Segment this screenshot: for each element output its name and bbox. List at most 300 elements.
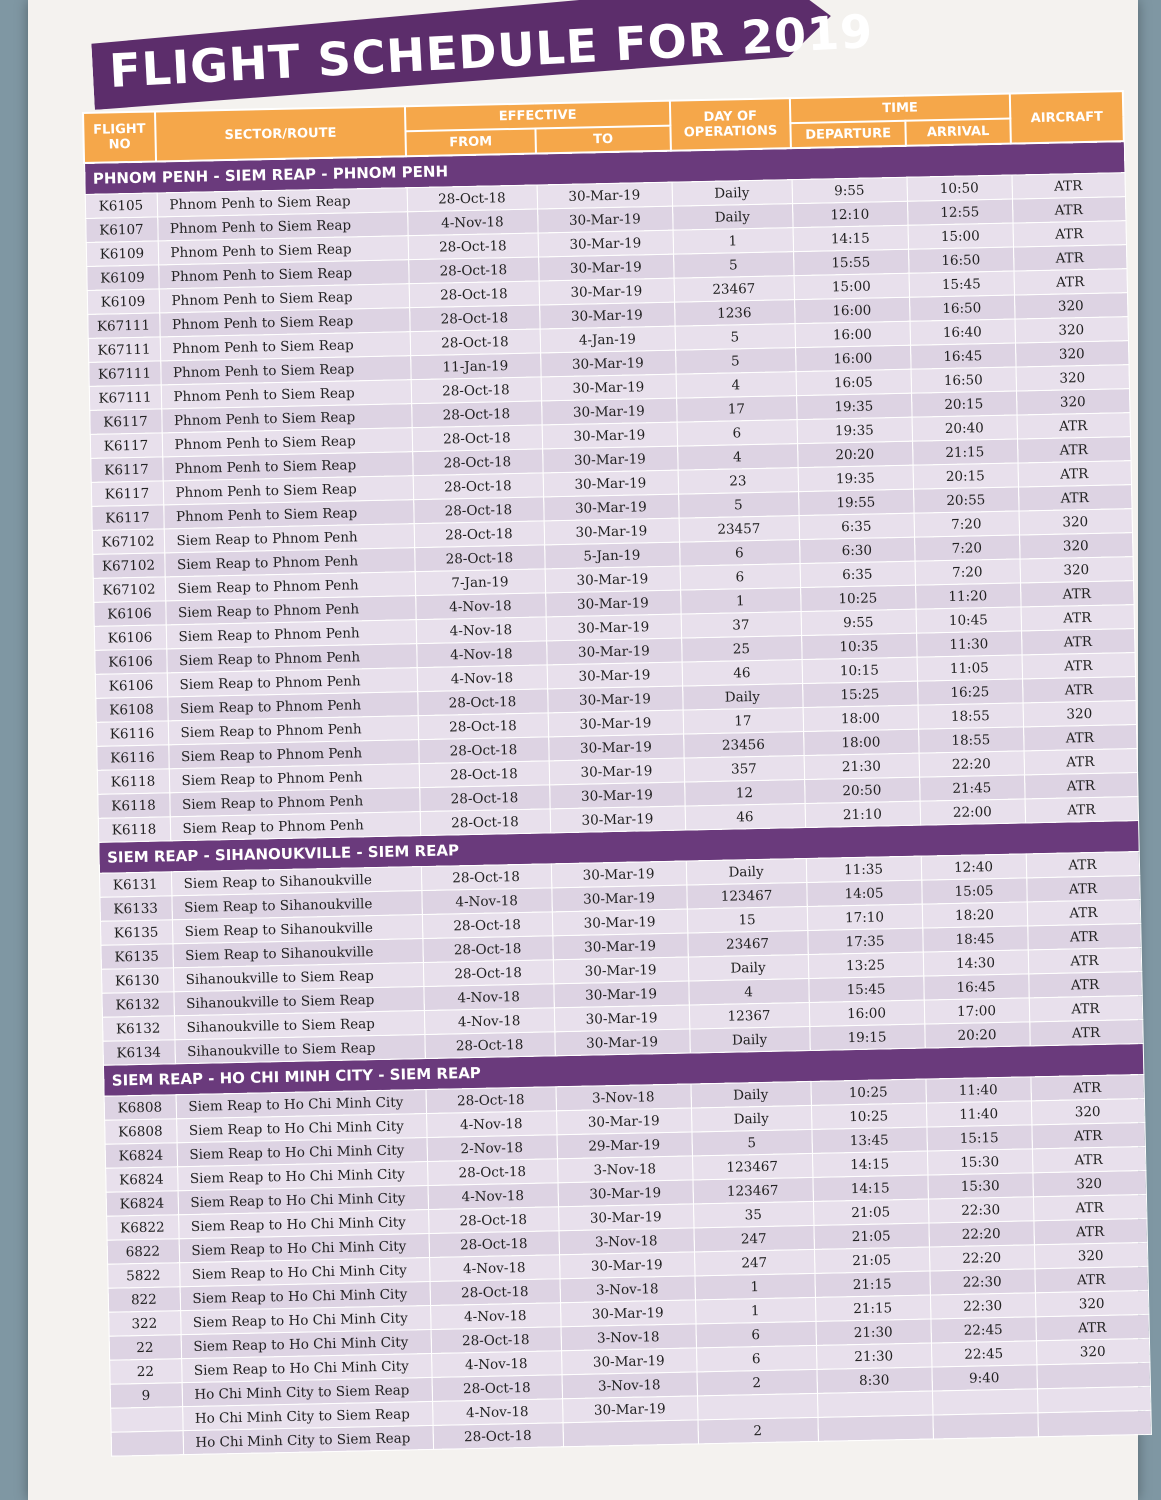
- flight-no-cell: K6117: [89, 409, 161, 435]
- arrival-cell: 22:20: [928, 1221, 1033, 1247]
- days-cell: 23467: [674, 276, 794, 303]
- aircraft-cell: ATR: [1022, 677, 1135, 703]
- departure-cell: 20:50: [804, 777, 919, 803]
- to-date-cell: 3-Nov-18: [557, 1156, 692, 1183]
- to-date-cell: 30-Mar-19: [548, 710, 683, 737]
- route-cell: Siem Reap to Ho Chi Minh City: [181, 1353, 431, 1382]
- to-date-cell: 30-Mar-19: [541, 398, 676, 425]
- flight-no-cell: 22: [109, 1335, 181, 1361]
- route-cell: Phnom Penh to Siem Reap: [162, 428, 412, 457]
- arrival-cell: 22:00: [920, 799, 1025, 825]
- to-date-cell: 30-Mar-19: [537, 182, 672, 209]
- brochure-page: [28, 0, 1138, 1500]
- flight-no-cell: K6824: [105, 1143, 177, 1169]
- from-date-cell: 4-Nov-18: [432, 1399, 562, 1426]
- route-cell: Siem Reap to Ho Chi Minh City: [181, 1329, 431, 1358]
- departure-cell: 15:45: [808, 976, 923, 1002]
- arrival-cell: 11:20: [915, 583, 1020, 609]
- departure-cell: 21:10: [805, 801, 920, 827]
- arrival-cell: 18:45: [922, 926, 1027, 952]
- to-date-cell: 29-Mar-19: [557, 1132, 692, 1159]
- flight-no-cell: K6118: [97, 769, 169, 795]
- departure-cell: 21:05: [813, 1223, 928, 1249]
- from-date-cell: 4-Nov-18: [416, 617, 546, 644]
- arrival-cell: 20:15: [913, 463, 1018, 489]
- arrival-cell: 10:50: [907, 175, 1012, 201]
- route-cell: Siem Reap to Phnom Penh: [165, 596, 415, 625]
- arrival-cell: 22:30: [928, 1197, 1033, 1223]
- to-date-cell: 30-Mar-19: [550, 806, 685, 833]
- aircraft-cell: ATR: [1014, 269, 1127, 295]
- days-cell: 6: [677, 420, 797, 447]
- aircraft-cell: 320: [1016, 389, 1129, 415]
- days-cell: 46: [685, 804, 805, 831]
- days-cell: 17: [683, 708, 803, 735]
- aircraft-cell: 320: [1035, 1290, 1148, 1316]
- to-date-cell: 30-Mar-19: [547, 686, 682, 713]
- from-date-cell: 28-Oct-18: [427, 1159, 557, 1186]
- arrival-cell: 17:00: [924, 998, 1029, 1024]
- header-from: FROM: [405, 129, 535, 157]
- aircraft-cell: [1036, 1362, 1149, 1388]
- aircraft-cell: 320: [1015, 341, 1128, 367]
- arrival-cell: 16:45: [923, 974, 1028, 1000]
- days-cell: 25: [681, 636, 801, 663]
- aircraft-cell: 320: [1023, 701, 1136, 727]
- aircraft-cell: ATR: [1022, 653, 1135, 679]
- aircraft-cell: 320: [1016, 365, 1129, 391]
- aircraft-cell: 320: [1031, 1098, 1144, 1124]
- flight-no-cell: K67102: [92, 529, 164, 555]
- departure-cell: 12:10: [792, 201, 907, 227]
- route-cell: Siem Reap to Sihanoukville: [172, 915, 422, 944]
- to-date-cell: 30-Mar-19: [553, 957, 688, 984]
- arrival-cell: 20:40: [912, 415, 1017, 441]
- days-cell: 123467: [692, 1177, 812, 1204]
- arrival-cell: 15:15: [926, 1125, 1031, 1151]
- route-cell: Siem Reap to Phnom Penh: [167, 668, 417, 697]
- days-cell: 5: [675, 324, 795, 351]
- departure-cell: 10:35: [801, 633, 916, 659]
- departure-cell: 13:25: [808, 952, 923, 978]
- page-title: FLIGHT SCHEDULE FOR 2019: [108, 3, 875, 98]
- route-cell: Phnom Penh to Siem Reap: [158, 260, 408, 289]
- to-date-cell: 3-Nov-18: [562, 1372, 697, 1399]
- aircraft-cell: ATR: [1033, 1218, 1146, 1244]
- aircraft-cell: 320: [1036, 1338, 1149, 1364]
- from-date-cell: 4-Nov-18: [430, 1303, 560, 1330]
- arrival-cell: [932, 1389, 1037, 1415]
- days-cell: 23456: [683, 732, 803, 759]
- departure-cell: 13:45: [811, 1127, 926, 1153]
- from-date-cell: 28-Oct-18: [417, 689, 547, 716]
- flight-no-cell: K67102: [92, 553, 164, 579]
- flight-no-cell: K6106: [95, 673, 167, 699]
- from-date-cell: 28-Oct-18: [418, 713, 548, 740]
- flight-no-cell: 22: [109, 1359, 181, 1385]
- from-date-cell: 4-Nov-18: [431, 1351, 561, 1378]
- from-date-cell: 28-Oct-18: [420, 809, 550, 836]
- route-cell: Siem Reap to Phnom Penh: [170, 812, 420, 841]
- from-date-cell: 28-Oct-18: [411, 377, 541, 404]
- route-cell: Ho Chi Minh City to Siem Reap: [182, 1401, 432, 1430]
- aircraft-cell: ATR: [1024, 773, 1137, 799]
- departure-cell: 21:30: [804, 753, 919, 779]
- section-title: SIEM REAP - HO CHI MINH CITY - SIEM REAP: [103, 1043, 1143, 1096]
- route-cell: Siem Reap to Ho Chi Minh City: [177, 1162, 427, 1191]
- aircraft-cell: ATR: [1021, 629, 1134, 655]
- arrival-cell: 16:25: [917, 679, 1022, 705]
- from-date-cell: 7-Jan-19: [415, 569, 545, 596]
- arrival-cell: 18:55: [918, 703, 1023, 729]
- flight-no-cell: K6132: [101, 992, 173, 1018]
- section-title: PHNOM PENH - SIEM REAP - PHNOM PENH: [84, 141, 1124, 194]
- from-date-cell: 28-Oct-18: [431, 1327, 561, 1354]
- to-date-cell: 30-Mar-19: [561, 1348, 696, 1375]
- aircraft-cell: ATR: [1013, 245, 1126, 271]
- departure-cell: 10:25: [800, 585, 915, 611]
- from-date-cell: 4-Nov-18: [416, 641, 546, 668]
- arrival-cell: 15:30: [927, 1149, 1032, 1175]
- days-cell: Daily: [686, 859, 806, 886]
- arrival-cell: 15:30: [927, 1173, 1032, 1199]
- flight-no-cell: K6106: [94, 649, 166, 675]
- to-date-cell: 30-Mar-19: [545, 590, 680, 617]
- route-cell: Sihanoukville to Siem Reap: [173, 963, 423, 992]
- to-date-cell: 30-Mar-19: [558, 1180, 693, 1207]
- flight-no-cell: K6808: [104, 1119, 176, 1145]
- route-cell: Sihanoukville to Siem Reap: [174, 1035, 424, 1064]
- from-date-cell: 28-Oct-18: [430, 1279, 560, 1306]
- departure-cell: 16:00: [809, 1000, 924, 1026]
- departure-cell: 19:35: [797, 417, 912, 443]
- days-cell: 15: [687, 906, 807, 933]
- departure-cell: 14:15: [793, 225, 908, 251]
- to-date-cell: 5-Jan-19: [544, 542, 679, 569]
- to-date-cell: 30-Mar-19: [551, 861, 686, 888]
- arrival-cell: 9:40: [931, 1365, 1036, 1391]
- departure-cell: 16:00: [795, 345, 910, 371]
- from-date-cell: 28-Oct-18: [413, 473, 543, 500]
- departure-cell: 6:35: [800, 561, 915, 587]
- from-date-cell: 11-Jan-19: [410, 353, 540, 380]
- from-date-cell: 28-Oct-18: [412, 425, 542, 452]
- flight-no-cell: K67111: [89, 385, 161, 411]
- arrival-cell: 12:55: [907, 199, 1012, 225]
- schedule-table-wrap: [82, 90, 1150, 1456]
- flight-no-cell: K6109: [87, 289, 159, 315]
- arrival-cell: 16:40: [910, 319, 1015, 345]
- days-cell: 2: [698, 1417, 818, 1444]
- arrival-cell: 7:20: [914, 535, 1019, 561]
- header-sector: SECTOR/ROUTE: [155, 106, 406, 161]
- aircraft-cell: ATR: [1034, 1266, 1147, 1292]
- aircraft-cell: [1037, 1410, 1150, 1436]
- days-cell: Daily: [672, 204, 792, 231]
- to-date-cell: 30-Mar-19: [546, 638, 681, 665]
- from-date-cell: 2-Nov-18: [427, 1135, 557, 1162]
- from-date-cell: 28-Oct-18: [414, 545, 544, 572]
- to-date-cell: 30-Mar-19: [537, 206, 672, 233]
- to-date-cell: 30-Mar-19: [548, 734, 683, 761]
- arrival-cell: 7:20: [914, 511, 1019, 537]
- days-cell: 46: [682, 660, 802, 687]
- days-cell: Daily: [690, 1081, 810, 1108]
- flight-no-cell: K6106: [94, 625, 166, 651]
- route-cell: Sihanoukville to Siem Reap: [173, 987, 423, 1016]
- to-date-cell: 3-Nov-18: [561, 1324, 696, 1351]
- days-cell: 123467: [686, 883, 806, 910]
- to-date-cell: 30-Mar-19: [538, 254, 673, 281]
- aircraft-cell: ATR: [1018, 461, 1131, 487]
- from-date-cell: 28-Oct-18: [413, 497, 543, 524]
- route-cell: Siem Reap to Phnom Penh: [166, 644, 416, 673]
- arrival-cell: 18:55: [918, 727, 1023, 753]
- flight-no-cell: K6116: [96, 721, 168, 747]
- flight-no-cell: K6105: [85, 193, 157, 219]
- route-cell: Siem Reap to Phnom Penh: [167, 692, 417, 721]
- arrival-cell: 18:20: [922, 902, 1027, 928]
- arrival-cell: [932, 1413, 1037, 1439]
- flight-no-cell: 9: [110, 1383, 182, 1409]
- flight-no-cell: K6116: [96, 745, 168, 771]
- to-date-cell: 30-Mar-19: [544, 518, 679, 545]
- section-title: SIEM REAP - SIHANOUKVILLE - SIEM REAP: [98, 821, 1138, 874]
- departure-cell: 10:25: [810, 1079, 925, 1105]
- departure-cell: 19:35: [798, 465, 913, 491]
- route-cell: Siem Reap to Phnom Penh: [168, 716, 418, 745]
- arrival-cell: 16:50: [911, 367, 1016, 393]
- route-cell: Phnom Penh to Siem Reap: [159, 284, 409, 313]
- arrival-cell: 16:45: [910, 343, 1015, 369]
- arrival-cell: 15:05: [921, 878, 1026, 904]
- to-date-cell: 30-Mar-19: [539, 278, 674, 305]
- days-cell: 2: [697, 1369, 817, 1396]
- to-date-cell: 30-Mar-19: [539, 302, 674, 329]
- departure-cell: 6:35: [799, 513, 914, 539]
- to-date-cell: 30-Mar-19: [542, 446, 677, 473]
- route-cell: Siem Reap to Ho Chi Minh City: [176, 1114, 426, 1143]
- route-cell: Phnom Penh to Siem Reap: [163, 476, 413, 505]
- arrival-cell: 11:05: [917, 655, 1022, 681]
- to-date-cell: 30-Mar-19: [556, 1108, 691, 1135]
- days-cell: 4: [677, 444, 797, 471]
- from-date-cell: 28-Oct-18: [423, 960, 553, 987]
- route-cell: Siem Reap to Sihanoukville: [172, 939, 422, 968]
- to-date-cell: 30-Mar-19: [543, 494, 678, 521]
- aircraft-cell: ATR: [1028, 972, 1141, 998]
- route-cell: Siem Reap to Phnom Penh: [169, 788, 419, 817]
- arrival-cell: 12:40: [921, 854, 1026, 880]
- departure-cell: 18:00: [803, 729, 918, 755]
- days-cell: 5: [678, 492, 798, 519]
- flight-no-cell: [111, 1431, 183, 1457]
- flight-no-cell: K6133: [99, 896, 171, 922]
- aircraft-cell: 320: [1015, 317, 1128, 343]
- header-time: TIME: [790, 94, 1010, 124]
- arrival-cell: 22:20: [919, 751, 1024, 777]
- aircraft-cell: [1037, 1386, 1150, 1412]
- days-cell: Daily: [689, 1026, 809, 1053]
- table-body: [84, 141, 1151, 1456]
- to-date-cell: 30-Mar-19: [562, 1396, 697, 1423]
- to-date-cell: 30-Mar-19: [551, 885, 686, 912]
- departure-cell: 21:30: [816, 1343, 931, 1369]
- flight-no-cell: 5822: [107, 1263, 179, 1289]
- route-cell: Phnom Penh to Siem Reap: [159, 308, 409, 337]
- departure-cell: [817, 1415, 932, 1441]
- header-aircraft: AIRCRAFT: [1010, 91, 1124, 143]
- aircraft-cell: ATR: [1027, 900, 1140, 926]
- from-date-cell: 28-Oct-18: [408, 257, 538, 284]
- arrival-cell: 15:00: [908, 223, 1013, 249]
- arrival-cell: 16:50: [908, 247, 1013, 273]
- aircraft-cell: 320: [1020, 557, 1133, 583]
- route-cell: Phnom Penh to Siem Reap: [161, 404, 411, 433]
- route-cell: Siem Reap to Sihanoukville: [171, 867, 421, 896]
- flight-no-cell: 6822: [107, 1239, 179, 1265]
- to-date-cell: 30-Mar-19: [542, 422, 677, 449]
- from-date-cell: 4-Nov-18: [407, 209, 537, 236]
- departure-cell: 21:15: [815, 1295, 930, 1321]
- days-cell: 23467: [687, 930, 807, 957]
- to-date-cell: 30-Mar-19: [552, 909, 687, 936]
- departure-cell: 17:35: [807, 928, 922, 954]
- flight-no-cell: K6109: [86, 241, 158, 267]
- to-date-cell: 3-Nov-18: [556, 1084, 691, 1111]
- days-cell: 1: [695, 1273, 815, 1300]
- departure-cell: 15:00: [794, 273, 909, 299]
- from-date-cell: 28-Oct-18: [433, 1423, 563, 1450]
- flight-no-cell: K6107: [85, 217, 157, 243]
- flight-no-cell: K6118: [97, 793, 169, 819]
- days-cell: 1236: [674, 300, 794, 327]
- to-date-cell: 30-Mar-19: [540, 350, 675, 377]
- from-date-cell: 4-Nov-18: [429, 1255, 559, 1282]
- days-cell: 247: [694, 1249, 814, 1276]
- days-cell: 23: [678, 468, 798, 495]
- departure-cell: 9:55: [792, 177, 907, 203]
- flight-no-cell: K67111: [88, 361, 160, 387]
- days-cell: 1: [680, 588, 800, 615]
- to-date-cell: 30-Mar-19: [559, 1252, 694, 1279]
- days-cell: Daily: [672, 180, 792, 207]
- aircraft-cell: ATR: [1027, 924, 1140, 950]
- flight-no-cell: K6824: [106, 1191, 178, 1217]
- route-cell: Phnom Penh to Siem Reap: [160, 332, 410, 361]
- arrival-cell: 21:15: [912, 439, 1017, 465]
- route-cell: Ho Chi Minh City to Siem Reap: [183, 1425, 433, 1454]
- to-date-cell: 30-Mar-19: [541, 374, 676, 401]
- days-cell: 6: [679, 540, 799, 567]
- days-cell: 6: [680, 564, 800, 591]
- arrival-cell: 22:30: [930, 1293, 1035, 1319]
- aircraft-cell: ATR: [1024, 749, 1137, 775]
- route-cell: Siem Reap to Phnom Penh: [164, 548, 414, 577]
- from-date-cell: 28-Oct-18: [422, 912, 552, 939]
- aircraft-cell: ATR: [1012, 173, 1125, 199]
- days-cell: 37: [681, 612, 801, 639]
- route-cell: Phnom Penh to Siem Reap: [158, 236, 408, 265]
- days-cell: 12: [684, 780, 804, 807]
- route-cell: Siem Reap to Ho Chi Minh City: [180, 1305, 430, 1334]
- departure-cell: 19:15: [809, 1024, 924, 1050]
- header-effective: EFFECTIVE: [405, 101, 670, 132]
- arrival-cell: 20:15: [911, 391, 1016, 417]
- flight-no-cell: K67102: [93, 577, 165, 603]
- route-cell: Phnom Penh to Siem Reap: [162, 452, 412, 481]
- arrival-cell: 21:45: [919, 775, 1024, 801]
- departure-cell: 14:05: [806, 880, 921, 906]
- flight-no-cell: 322: [108, 1311, 180, 1337]
- departure-cell: 21:30: [815, 1319, 930, 1345]
- aircraft-cell: ATR: [1035, 1314, 1148, 1340]
- flight-no-cell: [110, 1407, 182, 1433]
- flight-no-cell: K6135: [100, 920, 172, 946]
- days-cell: 4: [676, 372, 796, 399]
- departure-cell: [817, 1391, 932, 1417]
- arrival-cell: 22:20: [929, 1245, 1034, 1271]
- days-cell: 12367: [689, 1002, 809, 1029]
- flight-no-cell: K67111: [88, 337, 160, 363]
- departure-cell: 14:15: [812, 1151, 927, 1177]
- departure-cell: 21:05: [814, 1247, 929, 1273]
- aircraft-cell: 320: [1019, 533, 1132, 559]
- from-date-cell: 28-Oct-18: [429, 1231, 559, 1258]
- route-cell: Siem Reap to Phnom Penh: [164, 524, 414, 553]
- days-cell: 1: [673, 228, 793, 255]
- departure-cell: 9:55: [801, 609, 916, 635]
- flight-no-cell: K6134: [102, 1040, 174, 1066]
- from-date-cell: 28-Oct-18: [410, 329, 540, 356]
- to-date-cell: 30-Mar-19: [553, 981, 688, 1008]
- header-day-of-operations: DAY OF OPERATIONS: [670, 98, 791, 151]
- arrival-cell: 20:55: [913, 487, 1018, 513]
- flight-no-cell: K6117: [91, 481, 163, 507]
- departure-cell: 16:00: [794, 297, 909, 323]
- departure-cell: 21:15: [814, 1271, 929, 1297]
- aircraft-cell: ATR: [1020, 581, 1133, 607]
- route-cell: Siem Reap to Ho Chi Minh City: [177, 1138, 427, 1167]
- departure-cell: 14:15: [812, 1175, 927, 1201]
- aircraft-cell: 320: [1014, 293, 1127, 319]
- from-date-cell: 28-Oct-18: [428, 1207, 558, 1234]
- flight-no-cell: K6822: [106, 1215, 178, 1241]
- departure-cell: 16:05: [796, 369, 911, 395]
- to-date-cell: 3-Nov-18: [560, 1276, 695, 1303]
- departure-cell: 19:55: [798, 489, 913, 515]
- days-cell: Daily: [682, 684, 802, 711]
- to-date-cell: 30-Mar-19: [558, 1204, 693, 1231]
- aircraft-cell: ATR: [1033, 1194, 1146, 1220]
- to-date-cell: [563, 1420, 698, 1447]
- to-date-cell: 3-Nov-18: [559, 1228, 694, 1255]
- to-date-cell: 30-Mar-19: [543, 470, 678, 497]
- to-date-cell: 30-Mar-19: [547, 662, 682, 689]
- arrival-cell: 11:40: [926, 1101, 1031, 1127]
- to-date-cell: 30-Mar-19: [538, 230, 673, 257]
- departure-cell: 20:20: [797, 441, 912, 467]
- departure-cell: 17:10: [807, 904, 922, 930]
- aircraft-cell: ATR: [1017, 413, 1130, 439]
- from-date-cell: 28-Oct-18: [409, 305, 539, 332]
- days-cell: 17: [676, 396, 796, 423]
- flight-no-cell: K6109: [86, 265, 158, 291]
- aircraft-cell: ATR: [1032, 1146, 1145, 1172]
- route-cell: Siem Reap to Sihanoukville: [171, 891, 421, 920]
- arrival-cell: 11:30: [916, 631, 1021, 657]
- from-date-cell: 28-Oct-18: [419, 761, 549, 788]
